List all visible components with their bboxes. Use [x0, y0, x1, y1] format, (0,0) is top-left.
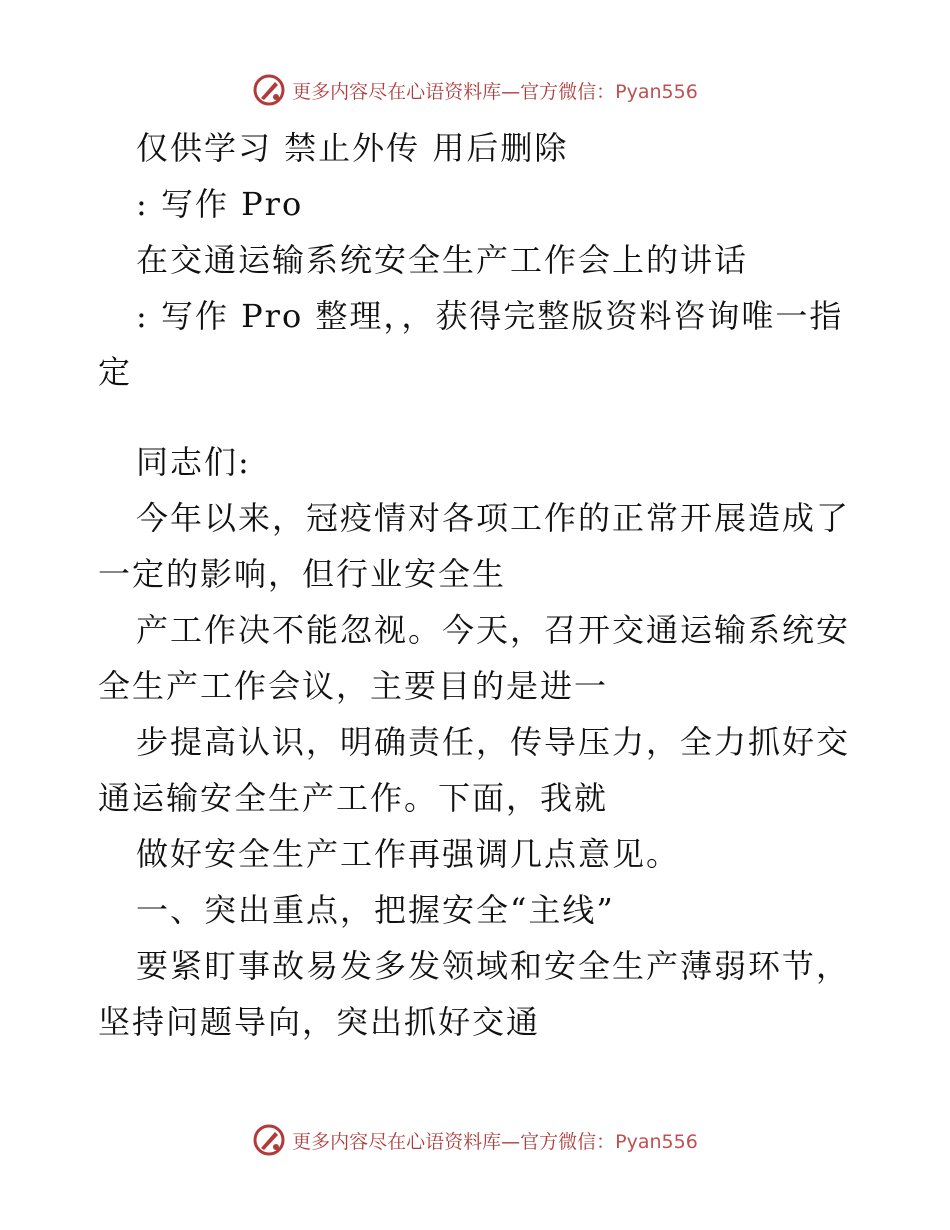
body-paragraph: 做好安全生产工作再强调几点意见。 [136, 835, 681, 873]
section-heading: 一、突出重点，把握安全“主线” [136, 891, 615, 929]
banner-text: 更多内容尽在心语资料库—官方微信： [292, 1130, 616, 1153]
spacer [98, 400, 858, 434]
body-paragraph: 要紧盯事故易发多发领域和安全生产薄弱环节，坚持问题导向，突出抓好交通 [98, 947, 851, 1041]
pen-logo-icon [252, 73, 286, 107]
footer-watermark-banner [0, 1120, 950, 1160]
body-paragraph: 产工作决不能忽视。今天，召开交通运输系统安全生产工作会议，主要目的是进一 [98, 611, 851, 705]
notice-line: 仅供学习 禁止外传 用后删除 [136, 129, 569, 167]
banner-wechat-id: Pyan556 [615, 80, 698, 103]
author-line: : 写作 Pro [136, 185, 304, 223]
document-title: 在交通运输系统安全生产工作会上的讲话 [136, 241, 749, 279]
banner-text: 更多内容尽在心语资料库—官方微信： [292, 80, 616, 103]
body-paragraph: 步提高认识，明确责任，传导压力，全力抓好交通运输安全生产工作。下面，我就 [98, 723, 851, 817]
banner-wechat-id: Pyan556 [615, 1130, 698, 1153]
header-watermark-banner [0, 70, 950, 110]
salutation: 同志们: [136, 443, 251, 481]
body-paragraph: 今年以来，冠疫情对各项工作的正常开展造成了一定的影响，但行业安全生 [98, 499, 851, 593]
editor-note: : 写作 Pro 整理，，获得完整版资料咨询唯一指定 [98, 297, 844, 391]
document-body [98, 120, 858, 1050]
pen-logo-icon [252, 1123, 286, 1157]
